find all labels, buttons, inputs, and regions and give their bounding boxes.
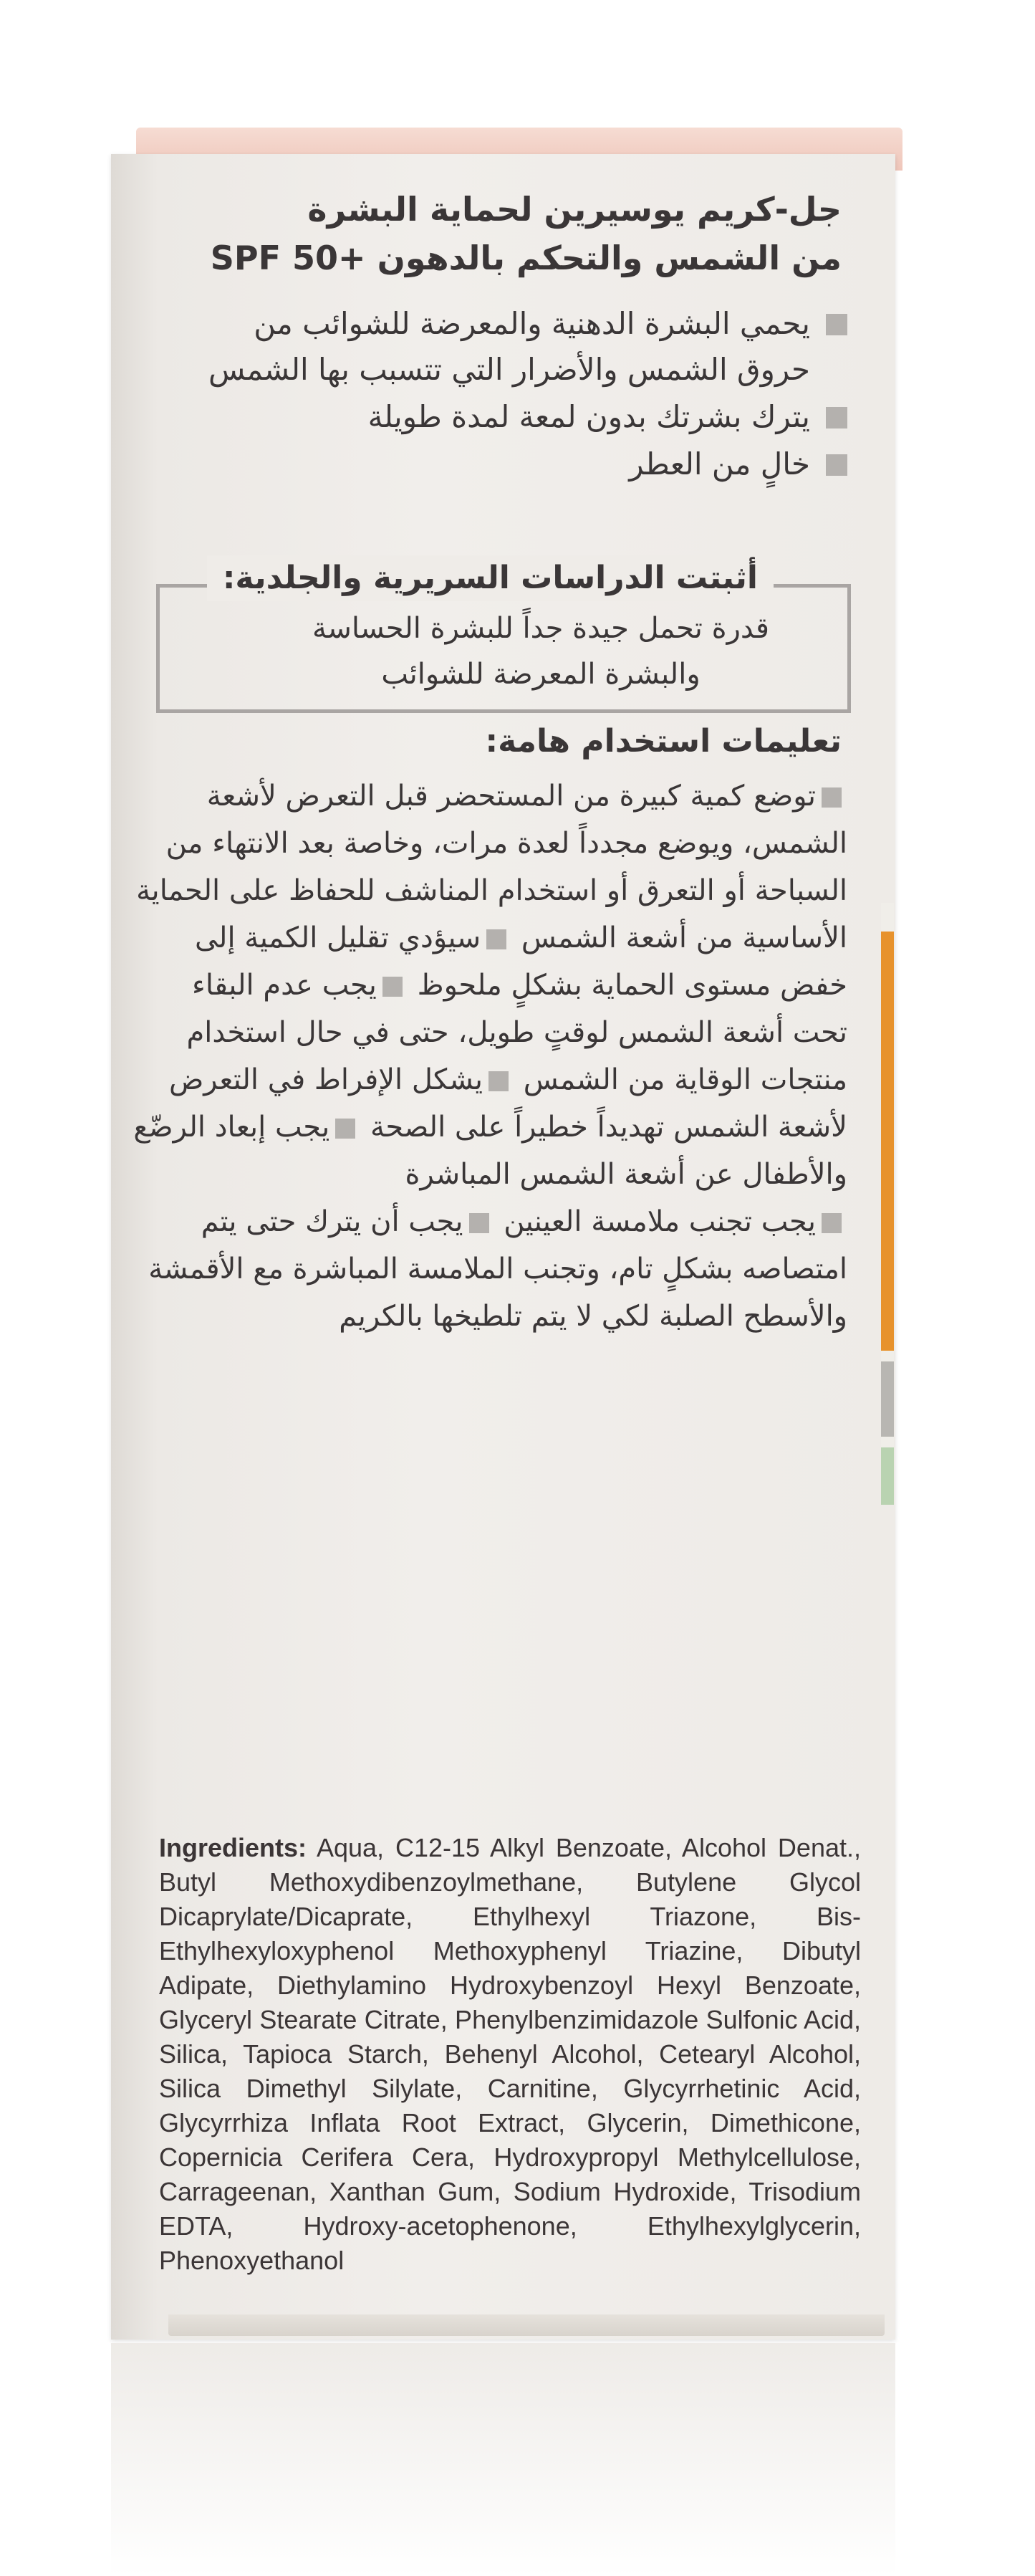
usage-sentence: سيؤدي تقليل الكمية إلى خفض مستوى الحماية بشكلٍ ملحوظ xyxy=(194,921,847,1002)
usage-sentence: يجب تجنب ملامسة العينين xyxy=(504,1205,816,1238)
square-bullet-icon xyxy=(822,1213,842,1233)
usage-paragraph xyxy=(131,772,847,1198)
carton-edge-stripes xyxy=(881,903,894,1505)
usage-sentence: توضع كمية كبيرة من المستحضر قبل التعرض لأشعة الشمس، ويوضع مجدداً لعدة مرات، وخاصة بعد الانتهاء من السباحة أو التعرق أو استخدام المناشف للحفاظ على الحماية الأساسية من أشعة الشمس xyxy=(136,780,847,954)
ingredients-label: Ingredients: xyxy=(159,1833,307,1862)
square-bullet-icon xyxy=(822,787,842,808)
ingredients-list xyxy=(159,1831,861,2278)
usage-paragraph xyxy=(131,1198,847,1340)
clinical-heading: أثبتت الدراسات السريرية والجلدية: xyxy=(207,555,774,601)
square-bullet-icon xyxy=(335,1119,355,1139)
usage-sentence: يشكل الإفراط في التعرض لأشعة الشمس تهديداً خطيراً على الصحة xyxy=(168,1063,847,1144)
benefit-item xyxy=(203,301,847,393)
ingredients-text: Aqua, C12-15 Alkyl Benzoate, Alcohol Denat., Butyl Methoxydibenzoylmethane, Butylene Glycol Dicaprylate/Dicaprate, Ethylhexyl Triazone, Bis-Ethylhexyloxyphenol Methoxyphenyl Triazine, Dibutyl Adipate, Diethylamino Hydroxybenzoyl Hexyl Benzoate, Glyceryl Stearate Citrate, Phenylbenzimidazole Sulfonic Acid, Silica, Tapioca Starch, Behenyl Alcohol, Cetearyl Alcohol, Silica Dimethyl Silylate, Carnitine, Glycyrrhetinic Acid, Glycyrrhiza Inflata Root Extract, Glycerin, Dimethicone, Copernicia Cerifera Cera, Hydroxypropyl Methylcellulose, Carrageenan, Xanthan Gum, Sodium Hydroxide, Trisodium EDTA, Hydroxy-acetophenone, Ethylhexylglycerin, Phenoxyethanol xyxy=(159,1833,861,2275)
clinical-text: قدرة تحمل جيدة جداً للبشرة الحساسة والبشرة المعرضة للشوائب xyxy=(312,612,770,691)
benefit-text: يحمي البشرة الدهنية والمعرضة للشوائب من حروق الشمس والأضرار التي تتسبب بها الشمس xyxy=(208,306,810,387)
product-title xyxy=(197,185,842,282)
usage-sentence: يجب أن يترك حتى يتم امتصاصه بشكلٍ تام، وتجنب الملامسة المباشرة مع الأقمشة والأسطح الصلبة لكي لا يتم تلطيخها بالكريم xyxy=(148,1205,847,1333)
benefit-text: يترك بشرتك بدون لمعة لمدة طويلة xyxy=(367,399,810,434)
benefits-list xyxy=(203,301,847,489)
square-bullet-icon xyxy=(382,977,403,997)
surface-reflection xyxy=(111,2343,895,2576)
usage-heading: تعليمات استخدام هامة: xyxy=(485,723,842,760)
square-bullet-icon xyxy=(826,407,847,428)
square-bullet-icon xyxy=(486,929,506,949)
product-title-line1: جل-كريم يوسيرين لحماية البشرة xyxy=(307,190,842,229)
product-title-line2: من الشمس والتحكم بالدهون +SPF 50 xyxy=(210,239,842,277)
benefit-item xyxy=(203,394,847,440)
benefit-text: خالٍ من العطر xyxy=(629,446,810,482)
usage-instructions xyxy=(131,772,847,1340)
square-bullet-icon xyxy=(488,1071,509,1091)
benefit-item xyxy=(203,441,847,487)
square-bullet-icon xyxy=(469,1213,489,1233)
square-bullet-icon xyxy=(826,314,847,335)
usage-sentence: يجب إبعاد الرضّع والأطفال عن أشعة الشمس المباشرة xyxy=(133,1111,847,1191)
carton-bottom-edge xyxy=(168,2314,885,2336)
square-bullet-icon xyxy=(826,454,847,476)
usage-sentence: يجب عدم البقاء تحت أشعة الشمس لوقتٍ طويل، حتى في حال استخدام منتجات الوقاية من الشمس xyxy=(186,969,847,1096)
